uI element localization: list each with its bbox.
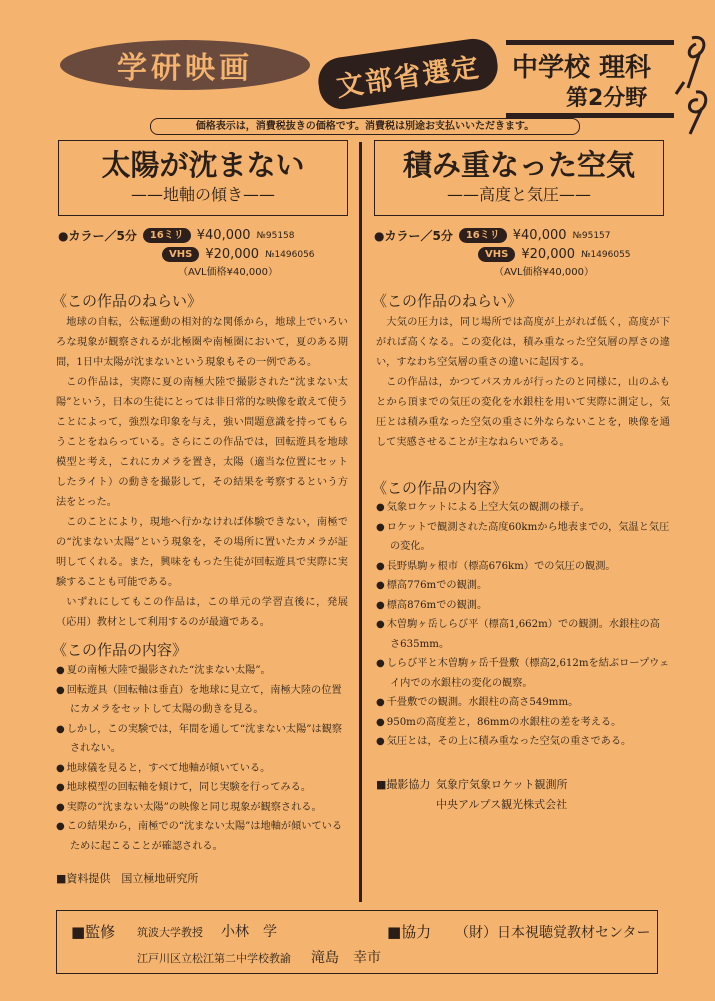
right-aim-paragraph: この作品は，かつてパスカルが行ったのと同様に，山のふもとから頂までの気圧の変化を水銀柱を用いて実際に測定し，気圧とは積み重なった空気の重さに外ならないことを，映像を通して実感させることが主なねらいである。 xyxy=(376,377,670,448)
grade-subject-box xyxy=(506,40,674,118)
right-aim-paragraph: 大気の圧力は，同じ場所では高度が上がれば低く，高度が下がれば高くなる。この変化は，積み重なった空気層の厚さの違い，すなわち空気層の重さの違いに起因する。 xyxy=(376,317,670,368)
right-title-box xyxy=(374,140,664,216)
left-aim-heading: 《この作品のねらい》 xyxy=(52,292,203,310)
left-format-info xyxy=(58,227,348,279)
supervisor1-name: 小林 学 xyxy=(221,924,277,940)
left-title-box xyxy=(58,140,348,216)
left-format-label: ●カラー／5分 xyxy=(58,229,137,243)
right-credit-2: 中央アルプス観光株式会社 xyxy=(436,798,568,811)
left-aim-paragraph: 地球の自転，公転運動の相対的な関係から，地球上でいろいろな現象が観察されるが北極圏や南極圏において，夏のある期間，1日中太陽が沈まないという現象もその一例である。 xyxy=(56,317,348,368)
footer-box xyxy=(56,910,658,974)
left-content-item: ● しかし，この実験では，年間を通して“沈まない太陽”は観察されない。 xyxy=(56,720,348,759)
right-content-list xyxy=(376,498,670,752)
left-title: 太陽が沈まない xyxy=(101,148,305,182)
right-16mm-price: ¥40,000 xyxy=(512,228,567,243)
right-content-item: ● 気象ロケットによる上空大気の観測の様子。 xyxy=(376,498,670,518)
right-content-item: ● ロケットで観測された高度60kmから地表までの，気温と気圧の変化。 xyxy=(376,518,670,557)
handwritten-number xyxy=(662,30,710,140)
right-format-label: ●カラー／5分 xyxy=(374,229,453,243)
column-divider xyxy=(359,142,362,902)
right-content-item: ● 標高876mでの観測。 xyxy=(376,596,670,616)
supervisor2-name: 滝島 幸市 xyxy=(311,950,381,966)
left-credit: ■資料提供 国立極地研究所 xyxy=(56,872,199,885)
left-content-heading: 《この作品の内容》 xyxy=(52,641,188,659)
right-content-item: ● 木曽駒ヶ岳しらび平（標高1,662m）での観測。水銀柱の高さ635mm。 xyxy=(376,615,670,654)
right-content-item: ● 千畳敷での観測。水銀柱の高さ549mm。 xyxy=(376,693,670,713)
right-title: 積み重なった空気 xyxy=(402,148,635,182)
right-content-item: ● 長野県駒ヶ根市（標高676km）での気圧の観測。 xyxy=(376,557,670,577)
left-vhs-pill: VHS xyxy=(162,247,199,262)
left-aim-text xyxy=(56,313,348,633)
supervisor2-title: 江戸川区立松江第二中学校教諭 xyxy=(137,952,291,965)
left-content-item: ● 実際の“沈まない太陽”の映像と同じ現象が観察される。 xyxy=(56,798,348,818)
left-vhs-price: ¥20,000 xyxy=(205,247,260,262)
right-subtitle: ——高度と気圧—— xyxy=(446,185,591,204)
right-content-heading: 《この作品の内容》 xyxy=(372,479,508,497)
right-avl-price: （AVL価格¥40,000） xyxy=(494,267,594,278)
ministry-selection-badge: 文部省選定 xyxy=(315,36,500,113)
handwritten-number-text: 91-9 xyxy=(662,30,665,31)
right-16mm-pill: 16ミリ xyxy=(459,228,507,243)
right-vhs-price: ¥20,000 xyxy=(521,247,576,262)
right-aim-text xyxy=(376,313,670,453)
left-subtitle: ——地軸の傾き—— xyxy=(130,185,275,204)
right-content-item: ● 気圧とは，その上に積み重なった空気の重さである。 xyxy=(376,732,670,752)
left-aim-paragraph: このことにより，現地へ行かなければ体験できない，南極での“沈まない太陽”という現象を，その場所に置いたカメラが証明してくれる。また，興味をもった生徒が回転遊具で実際に実験することも可能である。 xyxy=(56,517,348,588)
left-content-item: ● 地球儀を見ると，すべて地軸が傾いている。 xyxy=(56,759,348,779)
left-content-list xyxy=(56,661,348,856)
left-content-item: ● 地球模型の回転軸を傾けて，同じ実験を行ってみる。 xyxy=(56,778,348,798)
supervision-label: ■監修 xyxy=(71,923,116,941)
right-aim-heading: 《この作品のねらい》 xyxy=(372,292,523,310)
left-content-item: ● この結果から，南極での“沈まない太陽”は地軸が傾いているために起こることが確認される。 xyxy=(56,817,348,856)
grade-line-2: 第2分野 xyxy=(566,86,648,111)
right-vhs-number: №1496055 xyxy=(581,249,631,260)
grade-line-1: 中学校 理科 xyxy=(512,53,652,83)
left-16mm-pill: 16ミリ xyxy=(143,228,191,243)
cooperation-org: （財）日本視聴覚教材センター xyxy=(455,925,651,941)
cooperation-label: ■協力 xyxy=(387,923,432,941)
left-content-item: ● 回転遊具（回転軸は垂直）を地球に見立て，南極大陸の位置にカメラをセットして太陽の動きを見る。 xyxy=(56,681,348,720)
left-avl-price: （AVL価格¥40,000） xyxy=(178,267,278,278)
gakken-eiga-logo: 学研映画 xyxy=(60,40,310,90)
right-16mm-number: №95157 xyxy=(572,230,611,241)
price-note: 価格表示は，消費税抜きの価格です。消費税は別途お支払いいただきます。 xyxy=(150,118,580,135)
left-content-item: ● 夏の南極大陸で撮影された“沈まない太陽”。 xyxy=(56,661,348,681)
right-content-item: ● 950mの高度差と，86mmの水銀柱の差を考える。 xyxy=(376,713,670,733)
supervisor1-title: 筑波大学教授 xyxy=(137,926,203,939)
right-vhs-pill: VHS xyxy=(478,247,515,262)
right-content-item: ● 標高776mでの観測。 xyxy=(376,576,670,596)
right-format-info xyxy=(374,227,664,279)
right-credit-label: ■撮影協力 xyxy=(376,778,431,791)
left-vhs-number: №1496056 xyxy=(265,249,315,260)
left-16mm-number: №95158 xyxy=(256,230,295,241)
left-16mm-price: ¥40,000 xyxy=(196,228,251,243)
right-credit-1: 気象庁気象ロケット観測所 xyxy=(436,778,568,791)
left-aim-paragraph: いずれにしてもこの作品は，この単元の学習直後に，発展（応用）教材として利用するのが最適である。 xyxy=(56,597,348,628)
right-content-item: ● しらび平と木曽駒ヶ岳千畳敷（標高2,612mを結ぶロープウェイ内での水銀柱の変化の観察。 xyxy=(376,654,670,693)
left-aim-paragraph: この作品は，実際に夏の南極大陸で撮影された“沈まない太陽”という，日本の生徒にとっては非日常的な映像を敢えて使うことによって，強烈な印象を与え，強い問題意識を持ってもらうことをねらっている。さらにこの作品では，回転遊具を地球模型と考え，これにカメラを置き，太陽（適当な位置にセットしたライト）の動きを撮影して，その結果を考察するという方法をとった。 xyxy=(56,377,348,508)
